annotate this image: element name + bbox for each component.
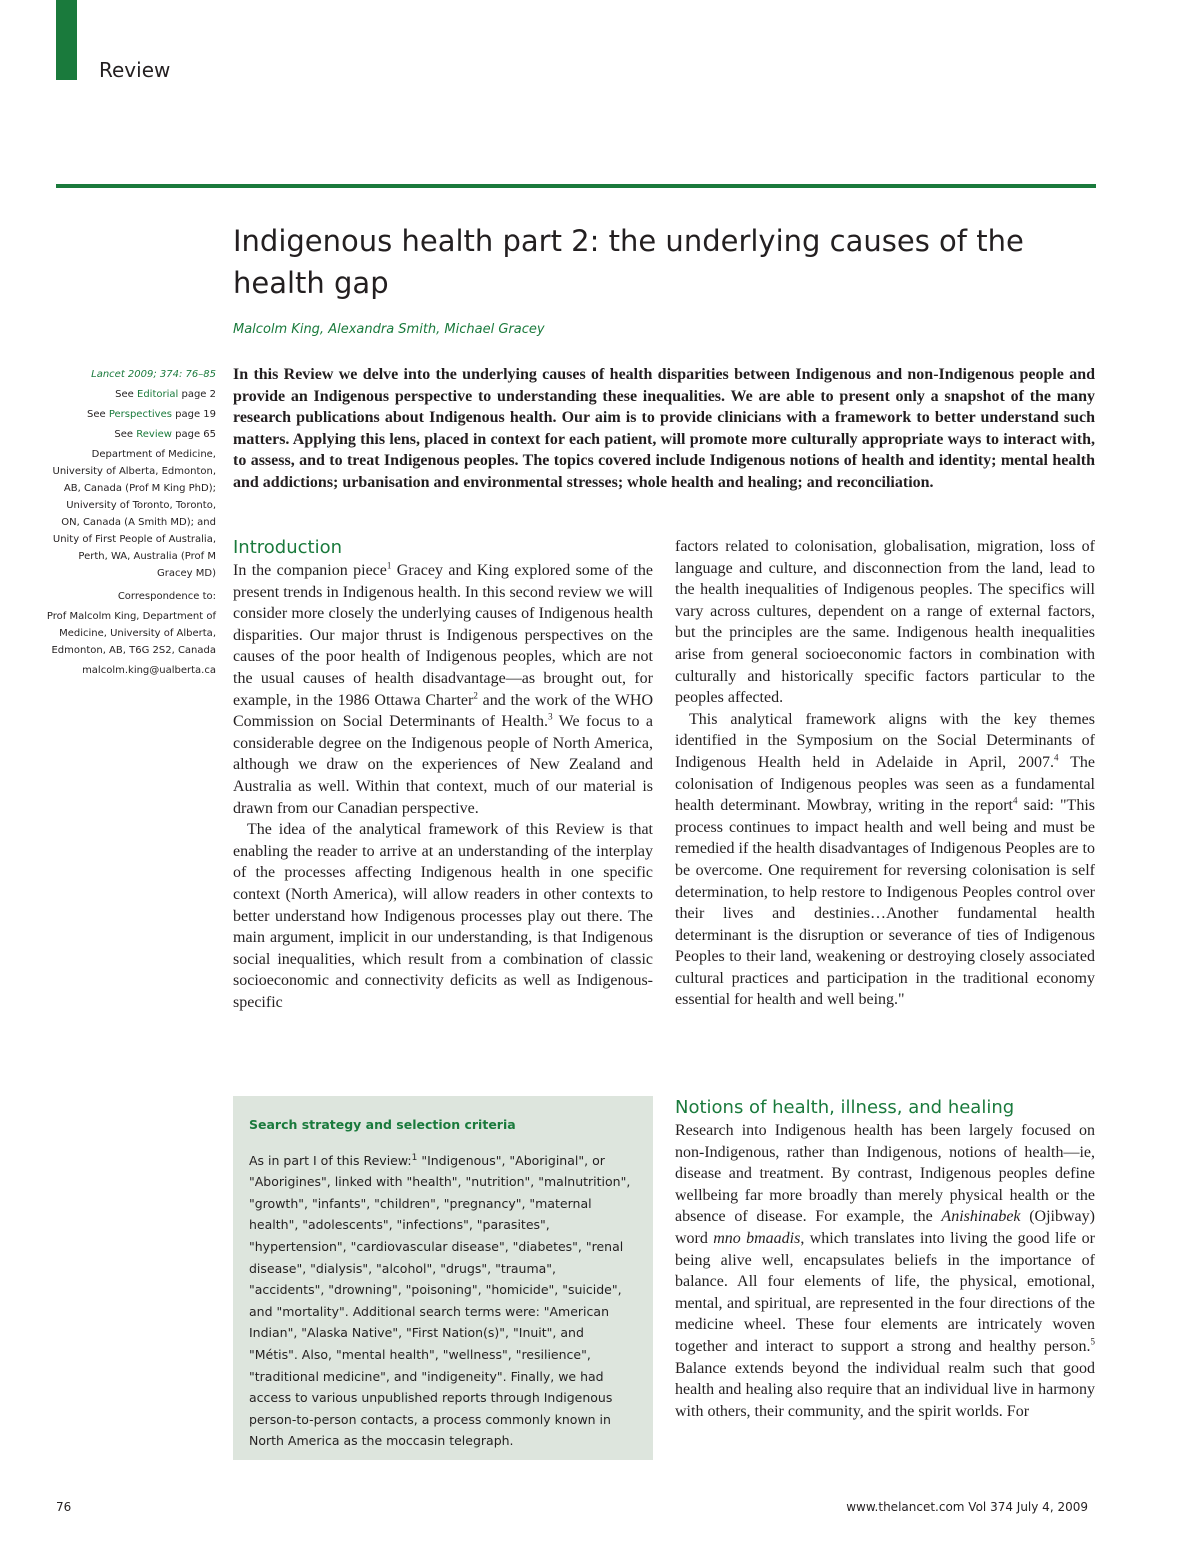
abstract: In this Review we delve into the underlying causes of health disparities between Indigenous and non-Indigenous people and provide an Indigenous perspective to understanding these inequalities. We are able to present only a snapshot of the many research publications about Indigenous health. Our aim is to provide clinicians with a framework to better understand such matters. Applying this lens, placed in context for each patient, will promote more culturally appropriate ways to interact with, to assess, and to treat Indigenous peoples. The topics covered include Indigenous notions of health and identity; mental health and addictions; urbanisation and environmental stresses; whole health and healing; and reconciliation. xyxy=(233,366,1095,491)
notions-italic-term: mno bmaadis xyxy=(713,1229,801,1247)
notions-text-d: Balance extends beyond the individual realm such that good health and healing also require that an individual live in harmony with others, their community, and the spirit worlds. For xyxy=(675,1359,1095,1420)
intro-text-c: and the work of the WHO Commission on Social Determinants of Health. xyxy=(233,691,654,731)
see-editorial xyxy=(46,386,216,403)
header-rule xyxy=(56,184,1096,188)
see-review-prefix: See xyxy=(114,429,137,440)
see-editorial-prefix: See xyxy=(115,389,138,400)
correspondence-address: Prof Malcolm King, Department of Medicine, University of Alberta, Edmonton, AB, T6G 2S2, Canada xyxy=(46,611,216,656)
notions-italic-term: Anishinabek xyxy=(941,1208,1021,1226)
affiliations: Department of Medicine, University of Alberta, Edmonton, AB, Canada (Prof M King PhD); University of Toronto, Toronto, ON, Canada (A Smith MD); and Unity of First People of Australia, Perth, WA, Australia (Prof M Gracey MD) xyxy=(52,449,216,579)
body-column-left xyxy=(233,536,653,1013)
article-authors: Malcolm King, Alexandra Smith, Michael Gracey xyxy=(233,322,545,337)
section-color-tab xyxy=(56,0,77,80)
ref-sup: 1 xyxy=(386,560,392,571)
ref-sup: 1 xyxy=(411,1152,418,1163)
perspectives-link[interactable]: Perspectives xyxy=(108,409,172,420)
ref-sup: 5 xyxy=(1090,1336,1095,1347)
right-paragraph-1: factors related to colonisation, globalisation, migration, loss of language and culture, and disconnection from the land, lead to the health inequalities of Indigenous peoples. The specifics will vary across cultures, dependent on a range of external factors, but the principles are the same. Indigenous health inequalities arise from general socioeconomic factors in combination with culturally and historically specific factors particular to the peoples affected. xyxy=(675,538,1095,707)
see-review xyxy=(46,426,216,443)
search-text-b: "Indigenous", "Aboriginal", or "Aborigines", linked with "health", "nutrition", "malnutrition", "growth", "infants", "children", "pregnancy", "maternal health", "adolescents", "infections", "parasites", "hypertension", "cardiovascular disease", "diabetes", "renal disease", "dialysis", "alcohol", "drugs", "trauma", "accidents", "drowning", "poisoning", "homicide", "suicide", and "mortality". Additional search terms were: "American Indian", "Alaska Native", "First Nation(s)", "Inuit", and "Métis". Also, "mental health", "wellness", "resilience", "traditional medicine", and "indigeneity". Finally, we had access to various unpublished reports through Indigenous person-to-person contacts, a process commonly known in North America as the moccasin telegraph. xyxy=(249,1152,631,1449)
ref-sup: 4 xyxy=(1054,752,1059,763)
correspondence-label: Correspondence to: xyxy=(117,591,216,602)
article-title: Indigenous health part 2: the underlying causes of the health gap xyxy=(233,224,1024,300)
intro-paragraph-2: The idea of the analytical framework of this Review is that enabling the reader to arrive at an understanding of the interplay of the processes affecting Indigenous health in one specific context (North America), will allow readers in other contexts to better understand how Indigenous processes play out there. The main argument, implicit in our understanding, is that Indigenous social inequalities, which result from a combination of classic socioeconomic and connectivity deficits as well as Indigenous-specific xyxy=(233,821,653,1011)
notions-heading: Notions of health, illness, and healing xyxy=(675,1097,1015,1118)
search-strategy-text xyxy=(249,1150,635,1452)
intro-text-d: We focus to a considerable degree on the Indigenous people of North America, although we draw on the experiences of New Zealand and Australia as well. Within that context, much of our material is drawn from our Canadian perspective. xyxy=(233,713,653,817)
see-perspectives-prefix: See xyxy=(86,409,109,420)
intro-text-b: Gracey and King explored some of the present trends in Indigenous health. In this second review we will consider more closely the underlying causes of Indigenous health disparities. Our major thrust is Indigenous perspectives on the causes of the poor health of Indigenous peoples, which are not the usual causes of health disadvantage—as brought out, for example, in the 1986 Ottawa Charter xyxy=(233,562,654,709)
intro-text-a: In the companion piece xyxy=(233,562,387,579)
see-editorial-suffix: page 2 xyxy=(178,389,216,400)
search-strategy-panel xyxy=(233,1096,653,1460)
right-paragraph-2 xyxy=(675,709,1095,1011)
notions-text-b: (Ojibway) word xyxy=(675,1208,1095,1247)
intro-paragraph-1 xyxy=(233,560,653,819)
editorial-link[interactable]: Editorial xyxy=(137,389,179,400)
article-sidebar xyxy=(46,366,216,682)
section-label: Review xyxy=(99,58,171,82)
see-perspectives-suffix: page 19 xyxy=(171,409,216,420)
notions-paragraph-1 xyxy=(675,1120,1095,1422)
notions-text-a: Research into Indigenous health has been largely focused on non-Indigenous, rather than Indigenous, notions of health—ie, disease and treatment. By contrast, Indigenous peoples define wellbeing far more broadly than merely physical health or the absence of disease. For example, the xyxy=(675,1122,1095,1226)
ref-sup: 3 xyxy=(548,711,553,722)
right-text-c: said: "This process continues to impact health and well being and must be remedied if the health disadvantages of Indigenous Peoples are to be overcome. One requirement for reversing colonisation is self determination, to help restore to Indigenous Peoples control over their lives and destinies…Another fundamental health determinant is the disruption or severance of ties of Indigenous Peoples to their land, weakening or destroying closely associated cultural practices and participation in the traditional economy essential for health and well being." xyxy=(675,797,1095,1009)
see-perspectives xyxy=(46,406,216,423)
review-link[interactable]: Review xyxy=(136,429,172,440)
ref-sup: 4 xyxy=(1013,795,1018,806)
citation: Lancet 2009; 374: 76–85 xyxy=(91,369,216,380)
ref-sup: 2 xyxy=(473,690,478,701)
search-text-a: As in part I of this Review: xyxy=(249,1152,412,1168)
right-text-a: This analytical framework aligns with the key themes identified in the Symposium on the Social Determinants of Indigenous Health held in Adelaide in April, 2007. xyxy=(675,710,1095,771)
see-review-suffix: page 65 xyxy=(171,429,216,440)
introduction-heading: Introduction xyxy=(233,537,343,558)
search-strategy-title: Search strategy and selection criteria xyxy=(249,1117,516,1132)
correspondence-email[interactable]: malcolm.king@ualberta.ca xyxy=(82,665,216,676)
body-column-right xyxy=(675,536,1095,1011)
journal-footer: www.thelancet.com Vol 374 July 4, 2009 xyxy=(846,1500,1088,1514)
right-text-b: The colonisation of Indigenous peoples was seen as a fundamental health determinant. Mowbray, writing in the report xyxy=(675,753,1095,815)
notions-text-c: , which translates into living the good life or being alive well, encapsulates beliefs in the importance of balance. All four elements of life, the physical, emotional, mental, and spiritual, are represented in the four directions of the medicine wheel. These four elements are intricately woven together and interact to support a strong and healthy person. xyxy=(675,1229,1096,1355)
page-number: 76 xyxy=(56,1500,72,1514)
body-column-right-lower xyxy=(675,1096,1095,1422)
